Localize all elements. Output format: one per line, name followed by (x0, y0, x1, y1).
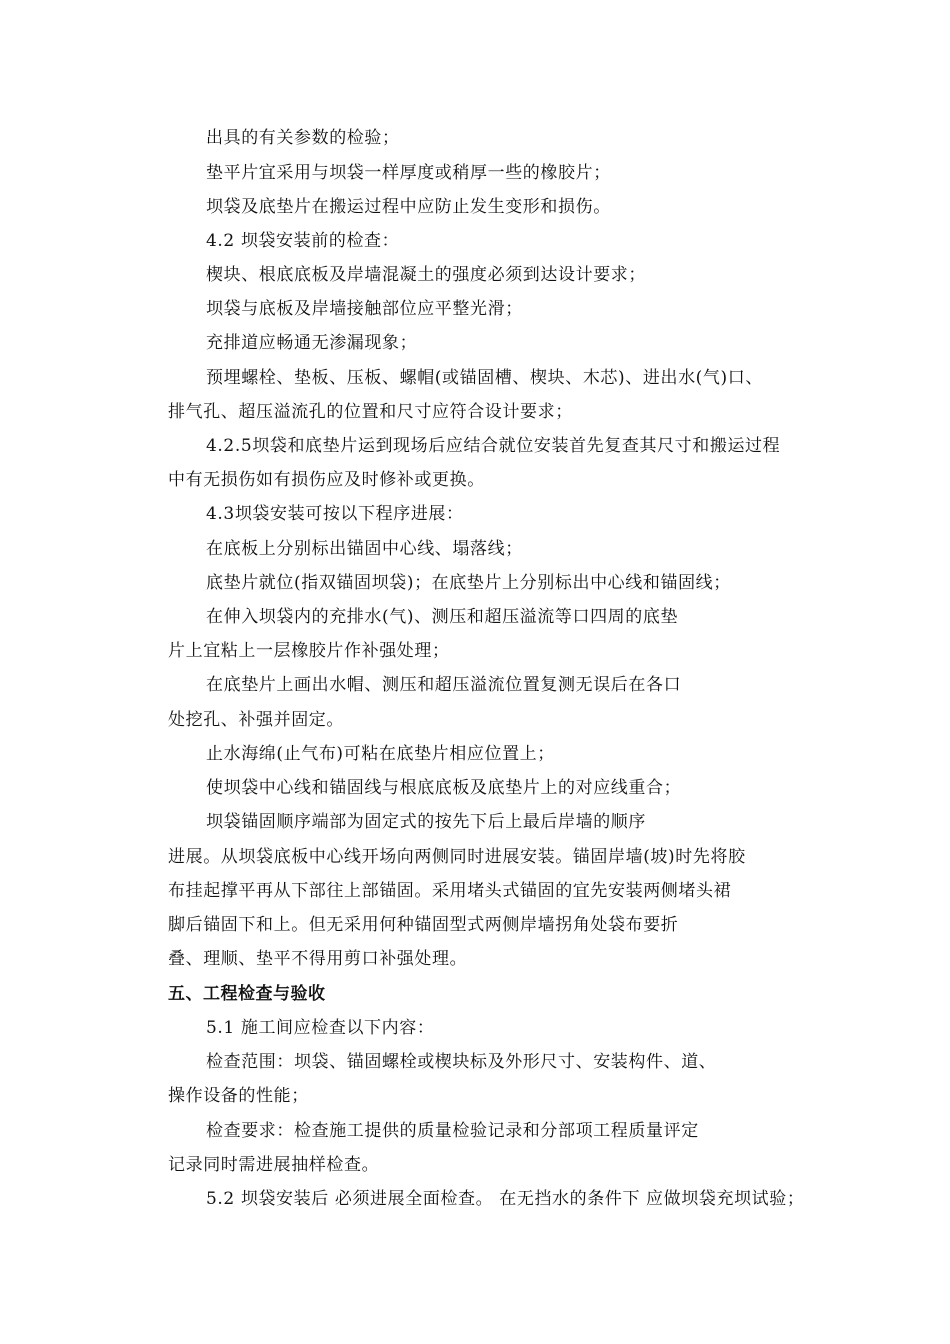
section-heading-5-2: 5.2 坝袋安装后 必须进展全面检查。 在无挡水的条件下 应做坝袋充坝试验； (206, 1189, 805, 1209)
section-heading-5-1: 5.1 施工间应检查以下内容： (206, 1018, 435, 1038)
text-line: 布挂起撑平再从下部往上部锚固。采用堵头式锚固的宜先安装两侧堵头裙 (168, 881, 732, 901)
text-line: 底垫片就位(指双锚固坝袋)；在底垫片上分别标出中心线和锚固线； (206, 573, 731, 593)
text-line: 在伸入坝袋内的充排水(气)、测压和超压溢流等口四周的底垫 (206, 607, 679, 627)
text-line: 中有无损伤如有损伤应及时修补或更换。 (168, 470, 485, 490)
text-line: 操作设备的性能； (168, 1086, 309, 1106)
text-line: 坝袋及底垫片在搬运过程中应防止发生变形和损伤。 (206, 197, 611, 217)
text-line: 检查要求：检查施工提供的质量检验记录和分部项工程质量评定 (206, 1121, 699, 1141)
text-line: 在底板上分别标出锚固中心线、塌落线； (206, 539, 523, 559)
chapter-heading: 五、工程检查与验收 (168, 984, 326, 1004)
text-line: 排气孔、超压溢流孔的位置和尺寸应符合设计要求； (168, 402, 573, 422)
text-line: 出具的有关参数的检验； (206, 128, 400, 148)
text-line: 叠、理顺、垫平不得用剪口补强处理。 (168, 949, 468, 969)
text-line: 止水海绵(止气布)可粘在底垫片相应位置上； (206, 744, 555, 764)
section-heading-4-3: 4.3坝袋安装可按以下程序进展： (206, 504, 464, 524)
text-line: 垫平片宜采用与坝袋一样厚度或稍厚一些的橡胶片； (206, 163, 611, 183)
section-heading-4-2: 4.2 坝袋安装前的检查： (206, 231, 400, 251)
text-line: 充排道应畅通无渗漏现象； (206, 333, 418, 353)
text-line: 坝袋锚固顺序端部为固定式的按先下后上最后岸墙的顺序 (206, 812, 646, 832)
text-line: 脚后锚固下和上。但无采用何种锚固型式两侧岸墙拐角处袋布要折 (168, 915, 679, 935)
text-line: 处挖孔、补强并固定。 (168, 710, 344, 730)
text-line: 进展。从坝袋底板中心线开场向两侧同时进展安装。锚固岸墙(坡)时先将胶 (168, 847, 746, 867)
text-line: 坝袋与底板及岸墙接触部位应平整光滑； (206, 299, 523, 319)
text-line: 使坝袋中心线和锚固线与根底底板及底垫片上的对应线重合； (206, 778, 682, 798)
text-line: 预埋螺栓、垫板、压板、螺帽(或锚固槽、楔块、木芯)、进出水(气)口、 (206, 368, 763, 388)
text-line: 检查范围：坝袋、锚固螺栓或楔块标及外形尺寸、安装构件、道、 (206, 1052, 717, 1072)
text-line: 4.2.5坝袋和底垫片运到现场后应结合就位安装首先复查其尺寸和搬运过程 (206, 436, 781, 456)
text-line: 在底垫片上画出水帽、测压和超压溢流位置复测无误后在各口 (206, 675, 682, 695)
text-line: 记录同时需进展抽样检查。 (168, 1155, 380, 1175)
text-line: 片上宜粘上一层橡胶片作补强处理； (168, 641, 450, 661)
text-line: 楔块、根底底板及岸墙混凝土的强度必须到达设计要求； (206, 265, 646, 285)
